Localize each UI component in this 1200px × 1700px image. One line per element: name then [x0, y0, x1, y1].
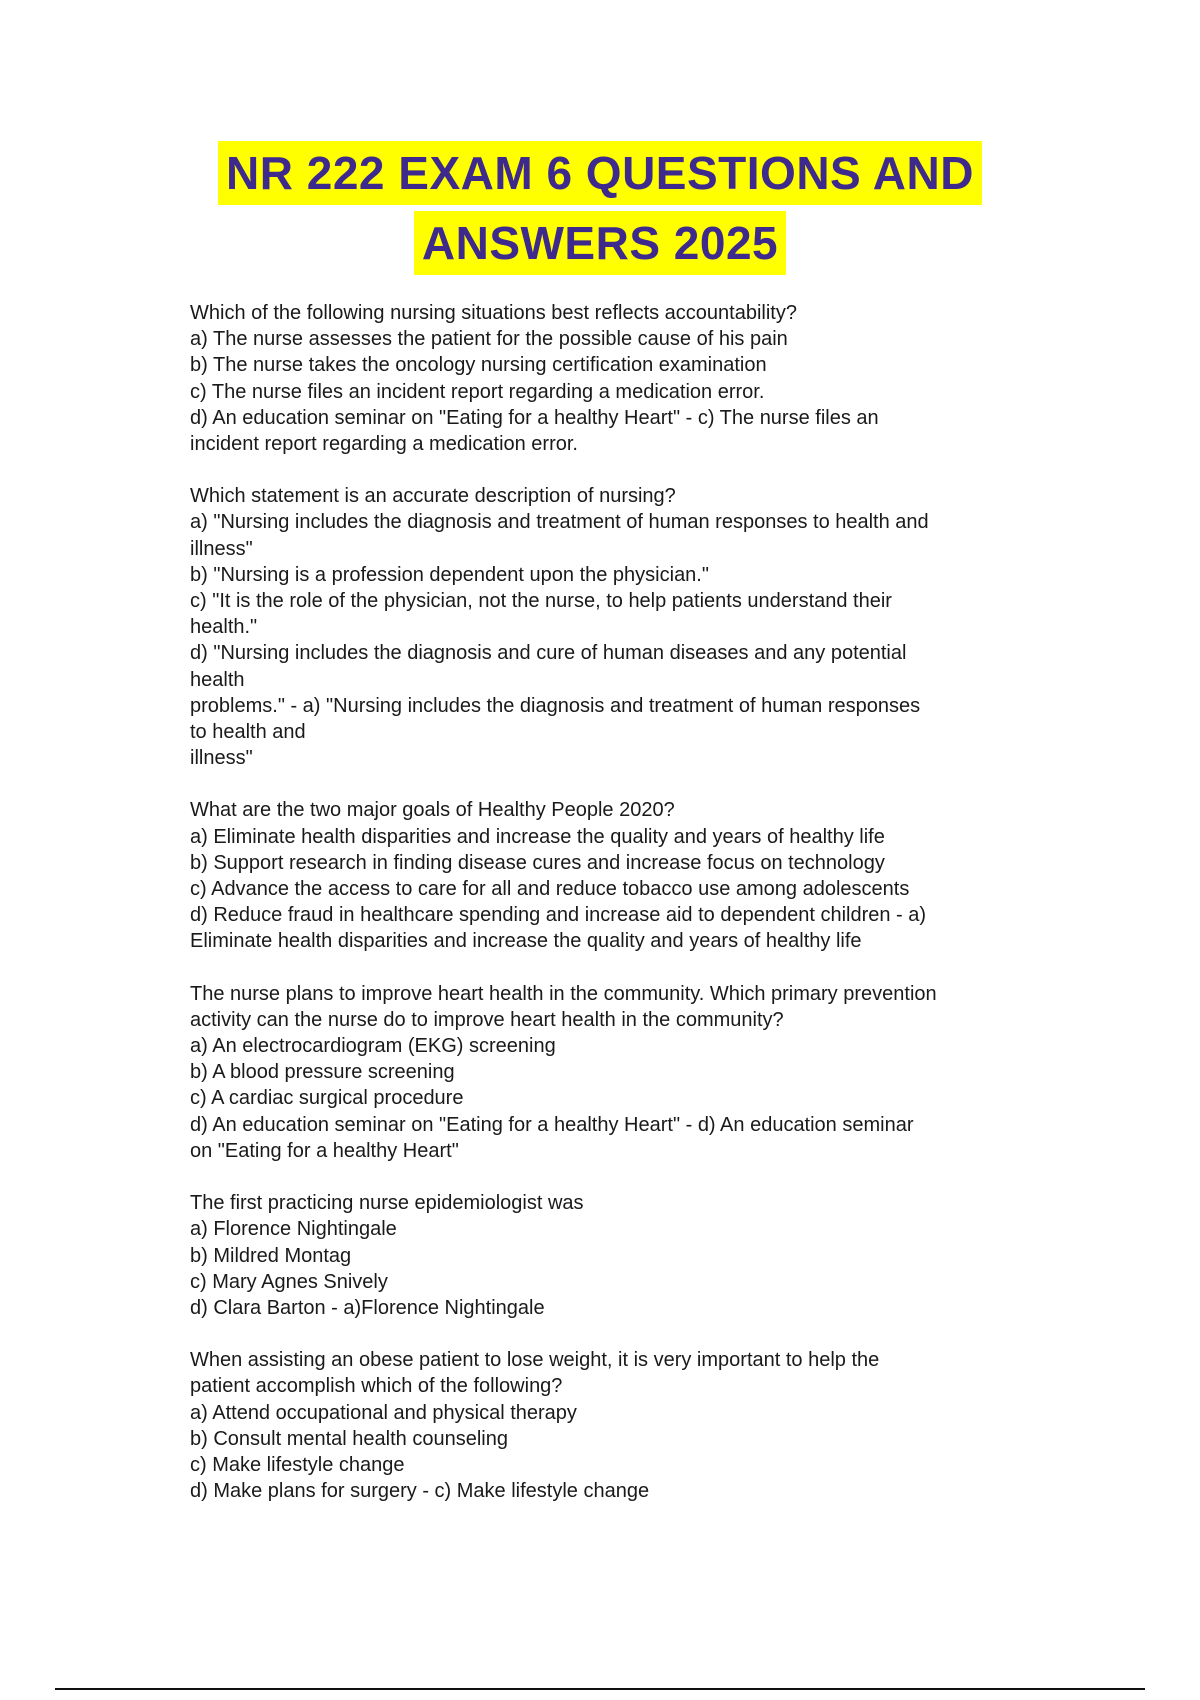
title-line-2: ANSWERS 2025 [414, 211, 786, 275]
question-line: b) Support research in finding disease cures and increase focus on technology [190, 851, 885, 874]
question-line: patient accomplish which of the following? [190, 1375, 563, 1398]
question-line: b) A blood pressure screening [190, 1061, 455, 1084]
question-line: to health and [190, 721, 306, 744]
question-line: illness" [190, 747, 253, 770]
question-line: a) Attend occupational and physical therapy [190, 1401, 577, 1424]
question-line: b) The nurse takes the oncology nursing certification examination [190, 354, 767, 377]
question-line: c) Advance the access to care for all and reduce tobacco use among adolescents [190, 878, 910, 901]
question-line: a) Florence Nightingale [190, 1218, 397, 1241]
question-line: a) "Nursing includes the diagnosis and treatment of human responses to health and [190, 511, 929, 534]
question-text: The nurse plans to improve heart health in the community. Which primary prevention [190, 982, 937, 1005]
question-text: What are the two major goals of Healthy People 2020? [190, 799, 675, 822]
question-line: illness" [190, 537, 253, 560]
question-line: c) The nurse files an incident report regarding a medication error. [190, 380, 765, 403]
question-line: a) An electrocardiogram (EKG) screening [190, 1035, 556, 1058]
question-block [190, 1347, 1040, 1504]
question-line: d) Clara Barton - a)Florence Nightingale [190, 1296, 545, 1319]
question-text: Which statement is an accurate description of nursing? [190, 485, 676, 508]
question-list [190, 300, 1040, 1530]
question-line: c) Mary Agnes Snively [190, 1270, 388, 1293]
question-block [190, 300, 1040, 457]
question-text: The first practicing nurse epidemiologist was [190, 1192, 584, 1215]
question-line: c) "It is the role of the physician, not the nurse, to help patients understand their [190, 590, 892, 613]
question-line: incident report regarding a medication error. [190, 433, 578, 456]
question-line: on "Eating for a healthy Heart" [190, 1139, 459, 1162]
question-line: b) Mildred Montag [190, 1244, 352, 1267]
question-text: Which of the following nursing situations best reflects accountability? [190, 302, 797, 324]
page-title [0, 138, 1200, 278]
question-line: d) Reduce fraud in healthcare spending and increase aid to dependent children - a) [190, 904, 927, 927]
question-line: b) "Nursing is a profession dependent upon the physician." [190, 563, 709, 586]
question-line: d) Make plans for surgery - c) Make lifestyle change [190, 1480, 650, 1503]
question-line: Eliminate health disparities and increase the quality and years of healthy life [190, 930, 862, 953]
question-block [190, 1190, 1040, 1321]
question-line: d) "Nursing includes the diagnosis and cure of human diseases and any potential [190, 642, 907, 665]
question-block [190, 797, 1040, 954]
question-line: a) Eliminate health disparities and increase the quality and years of healthy life [190, 825, 885, 848]
question-line: problems." - a) "Nursing includes the diagnosis and treatment of human responses [190, 694, 921, 717]
title-line-1: NR 222 EXAM 6 QUESTIONS AND [218, 141, 982, 205]
footer-divider [55, 1688, 1145, 1690]
question-text: When assisting an obese patient to lose weight, it is very important to help the [190, 1349, 880, 1372]
question-line: b) Consult mental health counseling [190, 1427, 508, 1450]
question-line: activity can the nurse do to improve heart health in the community? [190, 1008, 784, 1031]
question-block [190, 981, 1040, 1164]
question-line: health [190, 668, 245, 691]
question-line: c) A cardiac surgical procedure [190, 1087, 464, 1110]
question-line: c) Make lifestyle change [190, 1453, 405, 1476]
question-line: a) The nurse assesses the patient for the possible cause of his pain [190, 328, 788, 351]
question-line: d) An education seminar on "Eating for a healthy Heart" - c) The nurse files an [190, 406, 879, 429]
question-block [190, 483, 1040, 771]
question-line: d) An education seminar on "Eating for a healthy Heart" - d) An education seminar [190, 1113, 914, 1136]
question-line: health." [190, 616, 258, 639]
